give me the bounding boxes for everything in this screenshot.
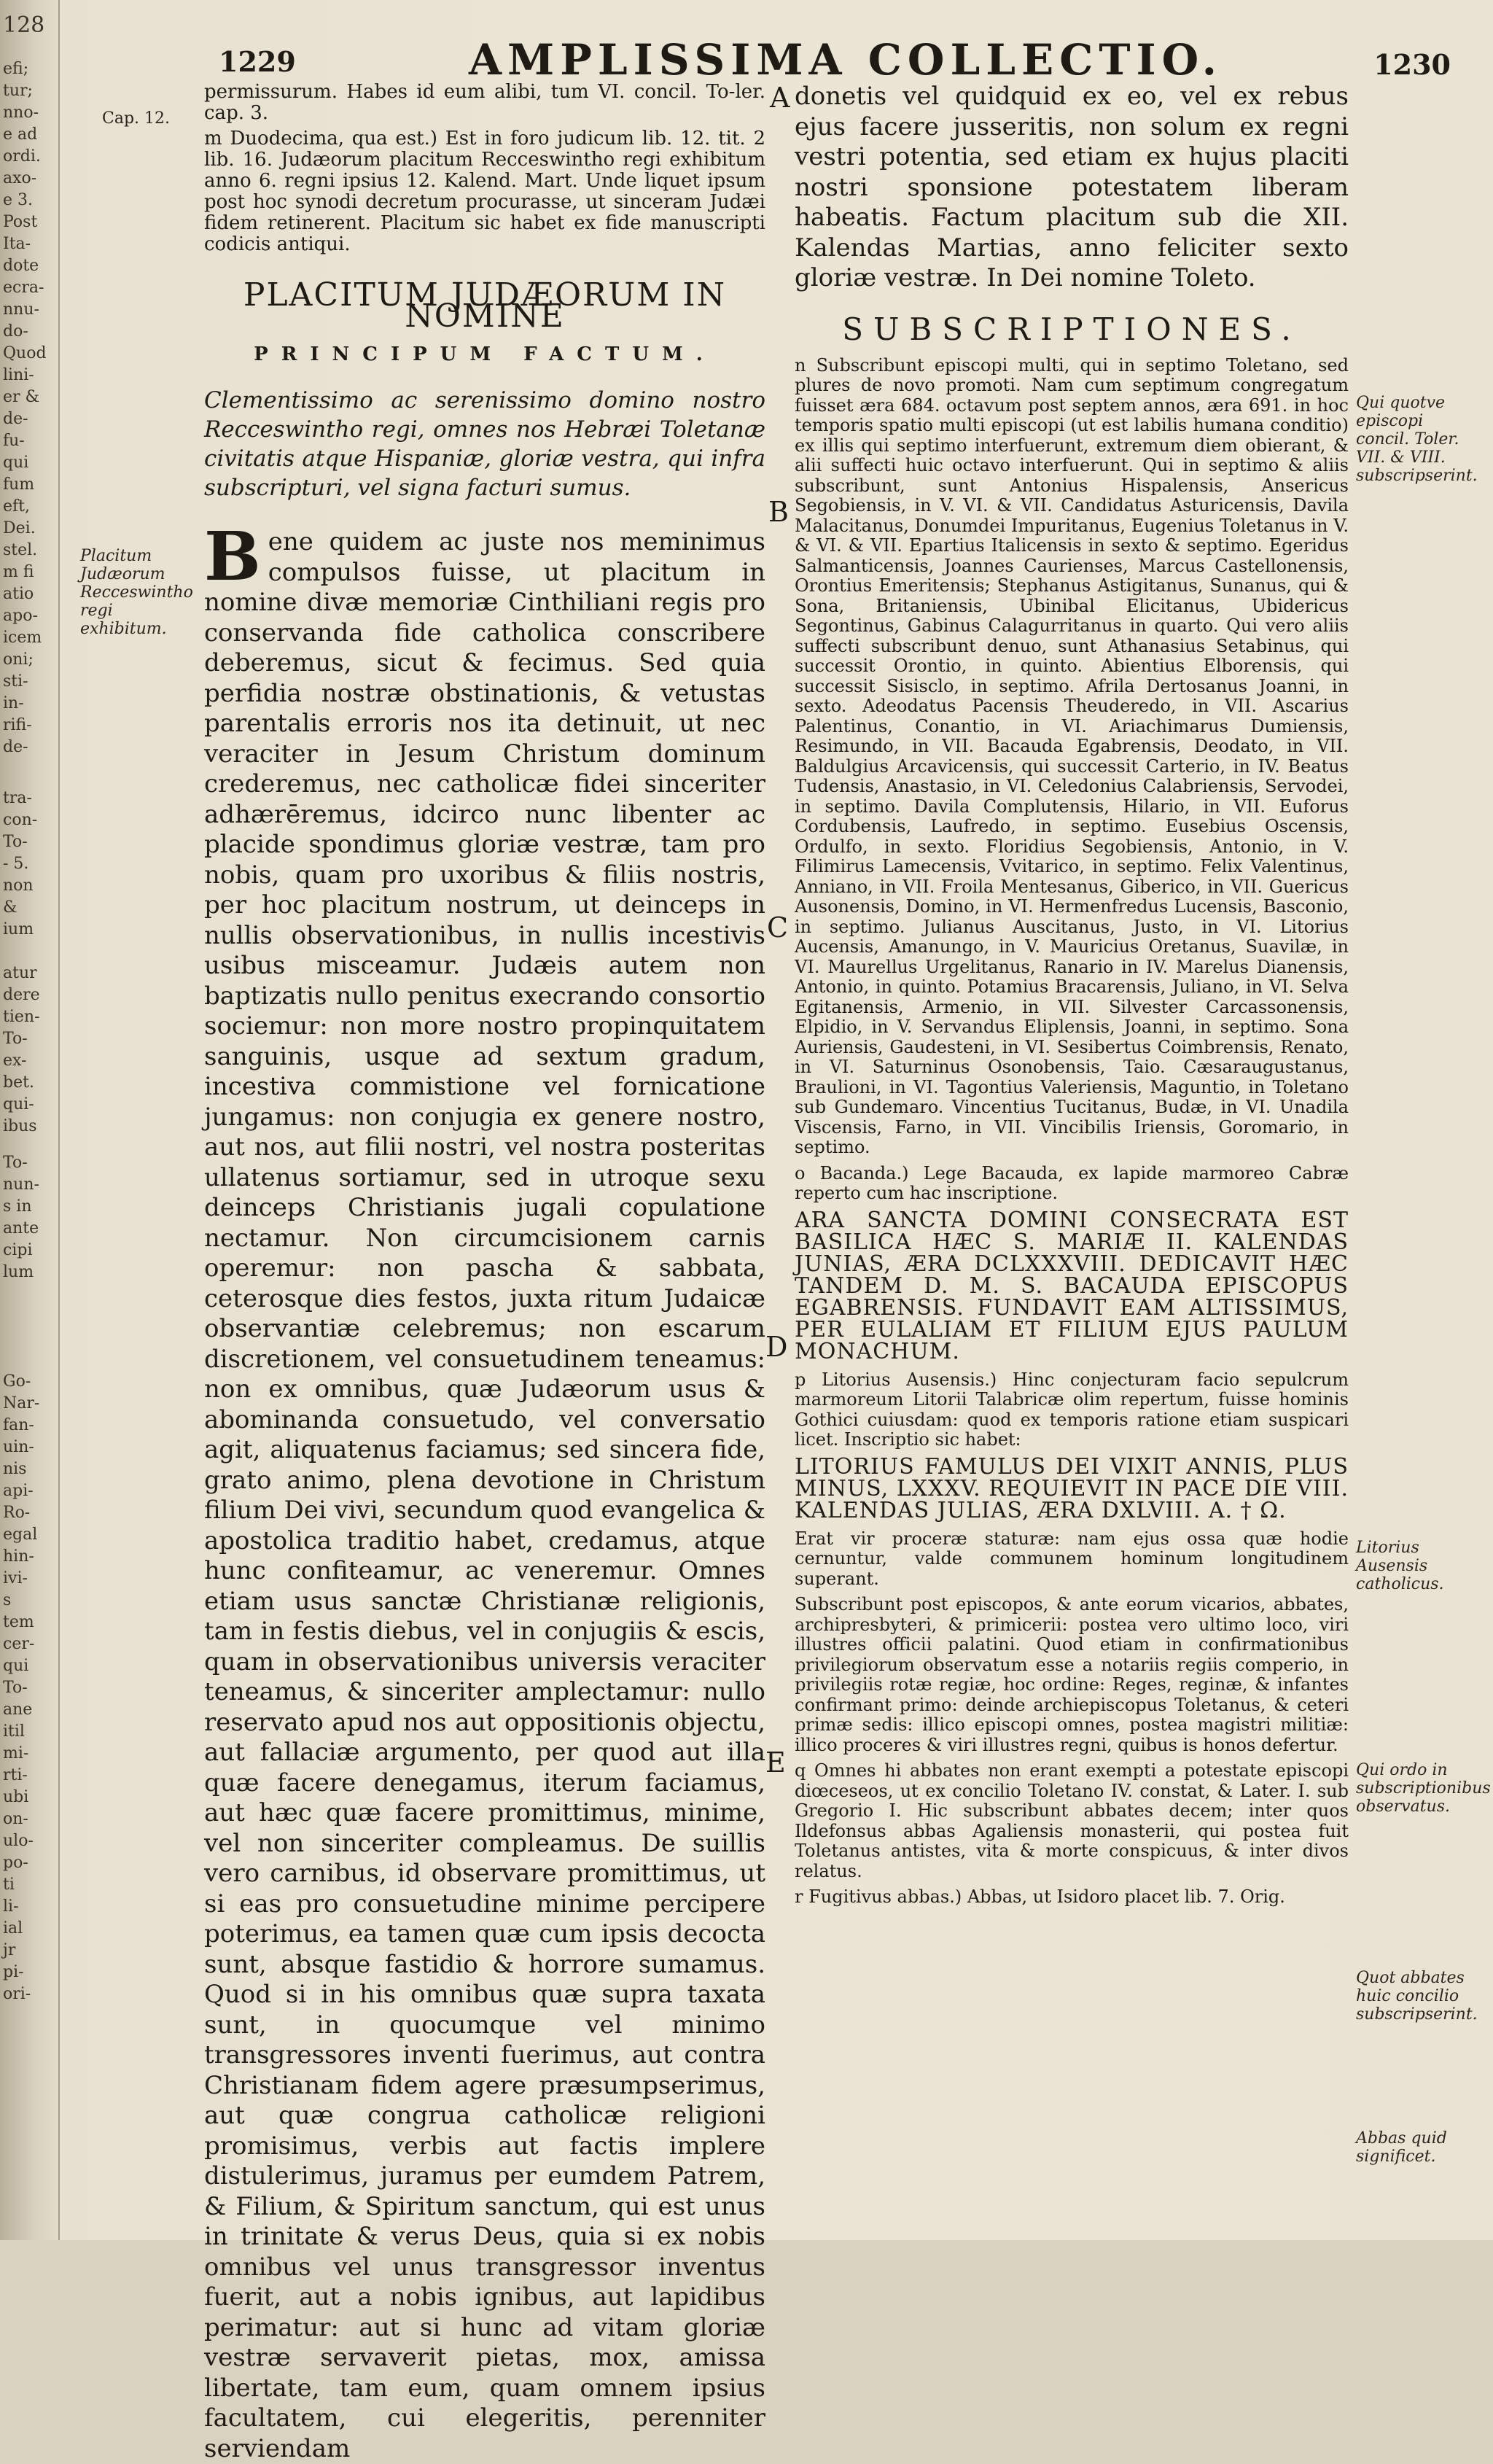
margin-cap-ref: Cap. 12. [102,109,171,128]
placitum-conclusion: donetis vel quidquid ex eo, vel ex rebus ejus facere jusseritis, non solum ex regni vestri potentia, sed etiam ex hujus placiti nostri sponsione potestatem liberam habeatis. Factum placitum sub die XII. Kalendas Martias, anno feliciter sexto gloriæ vestræ. In Dei nomine Toleto. [795,82,1349,292]
facing-page-number: 128 [3,12,45,38]
section-subtitle: PRINCIPUM FACTUM. [254,343,716,365]
margin-note-abbas: Abbas quid significet. [1356,2129,1447,2166]
subscriptiones-title: SUBSCRIPTIONES. [842,311,1301,347]
footnote-o: o Bacanda.) Lege Bacauda, ex lapide marmoreo Cabræ reperto cum hac inscriptione. [795,1162,1349,1203]
section-marker-d: D [765,1331,788,1363]
margin-note-ordo: Qui ordo in subscriptionibus observatus. [1356,1761,1491,1816]
drop-cap: B [204,517,261,596]
right-column [795,82,1349,1913]
margin-note-placitum: Placitum Judæorum Recceswintho regi exhibitum. [80,547,193,638]
footnote-subscription-order: Subscribunt post episcopos, & ante eorum vicarios, abbates, archipresbyteri, & primicerii: postea vero ultimo loco, viri illustres officii palatini. Quod etiam in confirmationibus privilegiorum observatum esse a notariis regiis comperio, in privilegiis rotæ regiæ, hoc ordine: Reges, reginæ, & infantes confirmant primo: deinde archiepiscopus Toletanus, & ceteri primæ sedis: illico episcopi omnes, postea magistri militiæ: illico proceres & viri illustres regni, quibus is honos defertur. [795,1594,1349,1755]
running-title: AMPLISSIMA COLLECTIO. [469,35,1223,85]
footnote-m-continuation: permissurum. Habes id eum alibi, tum VI. concil. To-ler. cap. 3. [204,81,765,124]
margin-note-episcopi: Qui quotve episcopi concil. Toler. VII. & VIII. subscripserint. [1356,394,1478,485]
placitum-body [204,517,765,2464]
inscription-bacauda: ARA SANCTA DOMINI CONSECRATA EST BASILICA HÆC S. MARIÆ II. KALENDAS JUNIAS, ÆRA DCLXXXVIII. DEDICAVIT HÆC TANDEM D. M. S. BACAUDA EPISCOPUS EGABRENSIS. FUNDAVIT EAM ALTISSIMUS, PER EULALIAM ET FILIUM EJUS PAULUM MONACHUM. [795,1207,1349,1364]
footnote-r: r Fugitivus abbas.) Abbas, ut Isidoro placet lib. 7. Orig. [795,1886,1285,1907]
section-title: PLACITUM JUDÆORUM IN NOMINE [243,276,727,335]
footnote-n: n Subscribunt episcopi multi, qui in septimo Toletano, sed plures de novo promoti. Nam cum septimum congregatum fuisset æra 684. octavum post septem annos, æra 691. in hoc temporis spatio multi episcopi (ut est labilis humana conditio) ex illis qui septimo interfuerunt, extremum diem obierant, & alii suffecti huic octavo interfuerunt. Qui in septimo & aliis subscribunt, sunt Antonius Hispalensis, Ansericus Segobiensis, in V. VI. & VII. Candidatus Asturicensis, Davila Malacitanus, Donumdei Impuritanus, Eugenius Toletanus in V. & VI. & VII. Epartius Italicensis in sexto & septimo. Egeridus Salmanticensis, Joannes Caurienses, Marcus Castellonensis, Orontius Emeritensis; Stephanus Astigitanus, Sunanus, qui & Sona, Britaniensis, Ubinibal Elicitanus, Ubidericus Segontinus, Gabinus Calagurritanus in quarto. Qui vero aliis suffecti subscribunt denuo, sunt Athanasius Setabinus, qui successit Orontio, in quinto. Abientius Elborensis, qui successit Sisisclo, in septimo. Afrila Dertosanus Joanni, in sexto. Adeodatus Pacensis Theuderedo, in VII. Ascarius Palentinus, Conantio, in VI. Ariachimarus Dumiensis, Resimundo, in VII. Bacauda Egabrensis, Deodato, in VII. Baldulgius Arcavicensis, qui successit Carterio, in IV. Beatus Tudensis, Anastasio, in VI. Celedonius Calabriensis, Servodei, in septimo. Davila Complutensis, Hilario, in VII. Euforus Cordubensis, Laufredo, in septimo. Eusebius Oscensis, Ordulfo, in sexto. Floridius Segobiensis, Antonio, in V. Filimirus Lamecensis, Vvitarico, in septimo. Felix Valentinus, Anniano, in VII. Froila Mentesanus, Giberico, in VII. Guericus Ausonensis, Domino, in VI. Hermenfredus Lucensis, Basconio, in septimo. Julianus Auscitanus, Justo, in VI. Litorius Aucensis, Amanungo, in V. Mauricius Oretanus, Suavilæ, in VI. Maurellus Urgelitanus, Ranario in IV. Marelus Dianensis, Antonio, in quinto. Potamius Bracarensis, Juliano, in VI. Selva Egitanensis, Armenio, in VII. Silvester Carcassonensis, Elpidio, in V. Servandus Eliplensis, Joanni, in septimo. Sona Auriensis, Gaudesteni, in VI. Sesibertus Coimbrensis, Renato, in VI. Saturninus Osonobensis, Taio. Cæsaraugustanus, Braulioni, in VI. Tagontius Valeriensis, Maguntio, in Toletano sub Gundemaro. Vincentius Tucitanus, Budæ, in VI. Unadila Viscensis, Farno, in VII. Vincibilis Iriensis, Goromario, in septimo. [795,354,1349,1157]
placitum-text: ene quidem ac juste nos meminimus compulsos fuisse, ut placitum in nomine divæ memoriæ Cinthiliani regis pro conservanda fide catholica conscribere deberemus, sicut & fecimus. Sed quia perfidia nostræ obstinationis, & vetustas parentalis erroris nos ita detinuit, ut nec veraciter in Jesum Christum dominum crederemus, nec catholicæ fidei sinceriter adhærēremus, idcirco nunc libenter ac placide spondimus gloriæ vestræ, tam pro nobis, quam pro uxoribus & filiis nostris, per hoc placitum nostrum, ut deinceps in nullis observationibus, in nullis incestivis usibus misceamur. Judæis autem non baptizatis nullo penitus execrando consortio sociemur: non more nostro propinquitatem sanguinis, usque ad sextum gradum, incestiva commistione vel fornicatione jungamus: non conjugia ex genere nostro, aut nos, aut filii nostri, vel nostra posteritas ullatenus sortiamur, sed in utroque sexu deinceps Christianis jugali copulatione nectamur. Non circumcisionem carnis operemur: non pascha & sabbata, ceterosque dies festos, juxta ritum Judaicæ observantiæ celebremus; non escarum discretionem, vel consuetudinem teneamus: non ex omnibus, quæ Judæorum usus & abominanda consuetudo, vel conversatio agit, aliquatenus faciamus; sed sincera fide, grato animo, plena devotione in Christum filium Dei vivi, secundum quod evangelica & apostolica traditio habet, credamus, atque hunc confiteamur, ac veneremur. Omnes etiam usus sanctæ Christianæ religionis, tam in festis diebus, vel in conjugiis & escis, quam in observationibus universis veraciter teneamus, & sinceriter amplectamur: nullo reservato apud nos aut oppositionis objectu, aut fallaciæ argumento, per quod aut illa quæ facere denegamus, iterum faciamus, aut hæc quæ facere promittimus, minime, vel non sinceriter compleamus. De suillis vero carnibus, id observare promittimus, ut si eas pro consuetudine minime percipere poterimus, ea tamen quæ cum ipsis decocta sunt, absque fastidio & horrore sumamus. Quod si in his omnibus quæ supra taxata sunt, in quocumque vel minimo transgressores inventi fuerimus, aut contra Christianam fidem agere præsumpserimus, aut quæ congrua catholicæ religioni promisimus, verbis aut factis implere distulerimus, juramus per eumdem Patrem, & Filium, & Spiritum sanctum, qui est unus in trinitate & verus Deus, quia si ex nobis omnibus vel unus transgressor inventus fuerit, aut a nobis ignibus, aut lapidibus perimatur: aut si hunc ad vitam gloriæ vestræ servaverit pietas, mox, amissa libertate, tam eum, quam omnem ipsius facultatem, cui elegeritis, perenniter serviendam [204,527,765,2463]
facing-page-text-3: atur dere tien- To- ex- bet. qui- ibus [3,964,40,1135]
facing-page-edge [0,0,60,2240]
section-marker-b: B [768,496,789,528]
running-header [204,35,1451,86]
dedication: Clementissimo ac serenissimo domino nostro Recceswintho regi, omnes nos Hebræi Toletanæ civitatis atque Hispaniæ, gloriæ vestra, qui infra subscripturi, vel signa facturi sumus. [204,387,765,501]
facing-page-text-1: efi; tur; nno- e ad ordi. axo- e 3. Post Ita- dote ecra- nnu- do- Quod lini- er & de- fu- qui fum eft, Dei. stel. m fi atio apo- icem oni; sti- in- rifi- de- [3,60,47,756]
inscription-litorius: LITORIUS FAMULUS DEI VIXIT ANNIS, PLUS MINUS, LXXXV. REQUIEVIT IN PACE DIE VIII. KALENDAS JULIAS, ÆRA DXLVIII. A. † Ω. [795,1453,1349,1523]
margin-note-litorius: Litorius Ausensis catholicus. [1356,1539,1444,1593]
margin-note-abbates: Quot abbates huic concilio subscripserint. [1356,1969,1478,2024]
facing-page-text-2: tra- con- To- - 5. non & ium [3,789,38,938]
footnote-p: p Litorius Ausensis.) Hinc conjecturam facio sepulcrum marmoreum Litorii Talabricæ olim repertum, fuisse hominis Gothici cuiusdam: quod ex temporis ratione etiam suspicari licet. Inscriptio sic habet: [795,1369,1349,1450]
footnote-q: q Omnes hi abbates non erant exempti a potestate episcopi diœceseos, ut ex concilio Toletano IV. constat, & Later. I. sub Gregorio I. Hic subscribunt abbates decem; inter quos Ildefonsus abbas Agaliensis monasterii, qui postea fuit Toletanus antistes, vita & morte conspicuus, & inter divos relatus. [795,1760,1349,1881]
section-marker-a: A [770,82,790,114]
page-number-left: 1229 [219,45,296,78]
footnote-m: m Duodecima, qua est.) Est in foro judicum lib. 12. tit. 2 lib. 16. Judæorum placitum Recceswintho regi exhibitum anno 6. regni ipsius 12. Kalend. Mart. Unde liquet ipsum post hoc synodi decretum procurasse, ut sinceram Judæi fidem retinerent. Placitum sic habet ex fide manuscripti codicis antiqui. [204,128,765,255]
left-column [204,82,765,2464]
footnote-p-continued: Erat vir proceræ staturæ: nam ejus ossa quæ hodie cernuntur, valde communem hominum longitudinem superant. [795,1528,1349,1589]
section-marker-e: E [765,1746,786,1779]
facing-page-text-4: To- nun- s in ante cipi lum [3,1154,39,1281]
page-number-right: 1230 [1373,48,1451,81]
facing-page-text-5: Go- Nar- fan- uin- nis api- Ro- egal hin- ivi- s tem cer- qui To- ane itil mi- rti- ubi on- ulo- po- ti li- ial jr pi- ori- [3,1372,40,2003]
section-marker-c: C [767,912,789,944]
